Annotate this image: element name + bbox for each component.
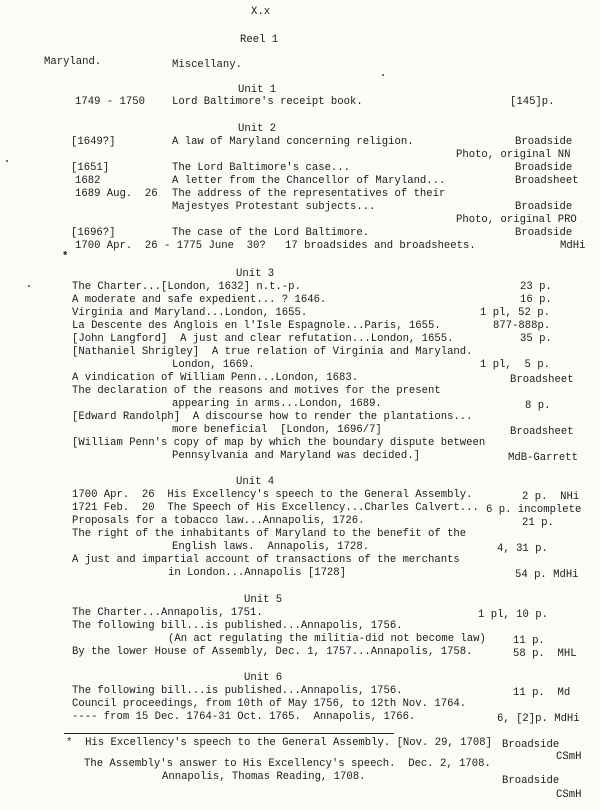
category-heading: Miscellany. <box>172 59 242 71</box>
entry-extent: 1 pl, 5 p. <box>480 359 550 371</box>
entry-extent: 6, [2]p. MdHi <box>497 713 580 725</box>
entry-source: Photo, original NN <box>456 149 571 161</box>
entry-extent: [145]p. <box>510 96 555 108</box>
entry-title: The right of the inhabitants of Maryland to the benefit of the <box>72 528 467 540</box>
entry-title-cont: Majestyes Protestant subjects... <box>172 201 376 213</box>
entry-title-cont: appearing in arms...London, 1689. <box>172 398 382 410</box>
entry-title-cont: in London...Annapolis [1728] <box>168 567 347 579</box>
entry-date: 1749 - 1750 <box>75 96 145 108</box>
entry-format: Broadsheet <box>515 175 579 187</box>
entry-title: A just and impartial account of transactions of the merchants <box>72 554 460 566</box>
entry-date: 1682 <box>75 175 101 187</box>
unit-title: Unit 3 <box>236 268 275 280</box>
entry-title: 1721 Feb. 20 The Speech of His Excellency...Charles Calvert... <box>72 502 479 514</box>
entry-title: 1700 Apr. 26 His Excellency's speech to the General Assembly. <box>72 489 473 501</box>
entry-title-cont: English laws. Annapolis, 1728. <box>172 541 370 553</box>
entry-format: Broadside <box>515 136 573 148</box>
entry-date: [1651] <box>71 162 110 174</box>
entry-extent: 2 p. NHi <box>522 491 580 503</box>
entry-title: The case of the Lord Baltimore. <box>172 227 370 239</box>
entry-extent: 16 p. <box>520 294 552 306</box>
scan-speck <box>6 160 8 162</box>
entry-extent: 21 p. <box>522 517 554 529</box>
entry-date: [1649?] <box>71 136 116 148</box>
entry-title-cont: Pennsylvania and Maryland was decided.] <box>172 450 420 462</box>
entry-title: [John Langford] A just and clear refutation...London, 1655. <box>72 333 454 345</box>
entry-title: A vindication of William Penn...London, 1683. <box>72 372 359 384</box>
entry-title: 17 broadsides and broadsheets. <box>285 240 476 252</box>
entry-date: 1700 Apr. 26 - 1775 June 30? <box>75 240 266 252</box>
entry-date: [1696?] <box>71 227 116 239</box>
entry-title: ---- from 15 Dec. 1764-31 Oct. 1765. Annapolis, 1766. <box>72 711 416 723</box>
entry-title-cont: more beneficial [London, 1696/7] <box>172 424 382 436</box>
entry-holding: MdB-Garrett <box>508 452 578 464</box>
entry-title: [Edward Randolph] A discourse how to render the plantations... <box>72 411 473 423</box>
entry-format: Broadside <box>515 227 573 239</box>
entry-format: Broadside <box>515 162 573 174</box>
entry-extent: 877-888p. <box>493 320 551 332</box>
footnote-format: Broadside <box>502 775 560 787</box>
entry-title: A letter from the Chancellor of Maryland... <box>172 175 446 187</box>
footnote-rule <box>64 733 394 734</box>
entry-extent: 11 p. <box>513 635 545 647</box>
entry-title: A moderate and safe expedient... ? 1646. <box>72 294 327 306</box>
entry-holding: MdHi <box>560 240 586 252</box>
entry-date: 1689 Aug. 26 <box>75 188 158 200</box>
entry-title: La Descente des Anglois en l'Isle Espagnole...Paris, 1655. <box>72 320 441 332</box>
entry-title: The declaration of the reasons and motives for the present <box>72 385 441 397</box>
entry-title: A law of Maryland concerning religion. <box>172 136 414 148</box>
entry-format: Broadsheet <box>510 374 574 386</box>
entry-extent: 8 p. <box>525 400 551 412</box>
entry-title: The Lord Baltimore's case... <box>172 162 351 174</box>
unit-title: Unit 5 <box>244 594 283 606</box>
footnote-holding: CSmH <box>556 789 582 801</box>
unit-title: Unit 6 <box>244 672 283 684</box>
footnote-holding: CSmH <box>556 751 582 763</box>
entry-extent: 35 p. <box>520 333 552 345</box>
entry-format: Broadsheet <box>510 426 574 438</box>
footnote-marker: * <box>62 251 69 263</box>
scan-speck <box>28 285 30 287</box>
reel-label: Reel 1 <box>240 34 279 46</box>
footnote-text-cont: Annapolis, Thomas Reading, 1708. <box>162 771 366 783</box>
entry-extent: 1 pl, 10 p. <box>478 609 548 621</box>
entry-extent: 58 p. MHL <box>513 648 577 660</box>
scan-speck <box>382 74 384 76</box>
entry-title: The address of the representatives of their <box>172 188 446 200</box>
entry-note: (An act regulating the militia-did not become law) <box>168 633 486 645</box>
entry-title: [Nathaniel Shrigley] A true relation of Virginia and Maryland. <box>72 346 473 358</box>
entry-extent: 6 p. incomplete <box>486 504 582 516</box>
footnote-text: * His Excellency's speech to the General Assembly. [Nov. 29, 1708] <box>66 737 492 749</box>
footnote-text: The Assembly's answer to His Excellency's speech. Dec. 2, 1708. <box>84 758 491 770</box>
entry-extent: 4, 31 p. <box>497 543 548 555</box>
entry-extent: 54 p. MdHi <box>515 569 579 581</box>
entry-source: Photo, original PRO <box>456 214 577 226</box>
unit-title: Unit 2 <box>238 123 277 135</box>
entry-format: Broadside <box>515 201 573 213</box>
entry-title: Lord Baltimore's receipt book. <box>172 96 363 108</box>
entry-extent: 1 pl, 52 p. <box>480 307 550 319</box>
entry-extent: 11 p. Md <box>513 687 571 699</box>
unit-title: Unit 1 <box>238 84 277 96</box>
footnote-format: Broadside <box>502 739 560 751</box>
entry-title: Virginia and Maryland...London, 1655. <box>72 307 308 319</box>
entry-title: The following bill...is published...Annapolis, 1756. <box>72 620 403 632</box>
entry-title: The Charter...Annapolis, 1751. <box>72 607 263 619</box>
entry-extent: 23 p. <box>520 281 552 293</box>
entry-title: [William Penn's copy of map by which the boundary dispute between <box>72 437 486 449</box>
catalog-code: X.x <box>251 6 271 18</box>
entry-title-cont: London, 1669. <box>172 359 255 371</box>
entry-title: By the lower House of Assembly, Dec. 1, 1757...Annapolis, 1758. <box>72 646 473 658</box>
entry-title: Council proceedings, from 10th of May 1756, to 12th Nov. 1764. <box>72 698 467 710</box>
entry-title: The Charter...[London, 1632] n.t.-p. <box>72 281 301 293</box>
entry-title: The following bill...is published...Annapolis, 1756. <box>72 685 403 697</box>
unit-title: Unit 4 <box>236 476 275 488</box>
entry-title: Proposals for a tobacco law...Annapolis, 1726. <box>72 515 365 527</box>
state-heading: Maryland. <box>44 56 102 68</box>
